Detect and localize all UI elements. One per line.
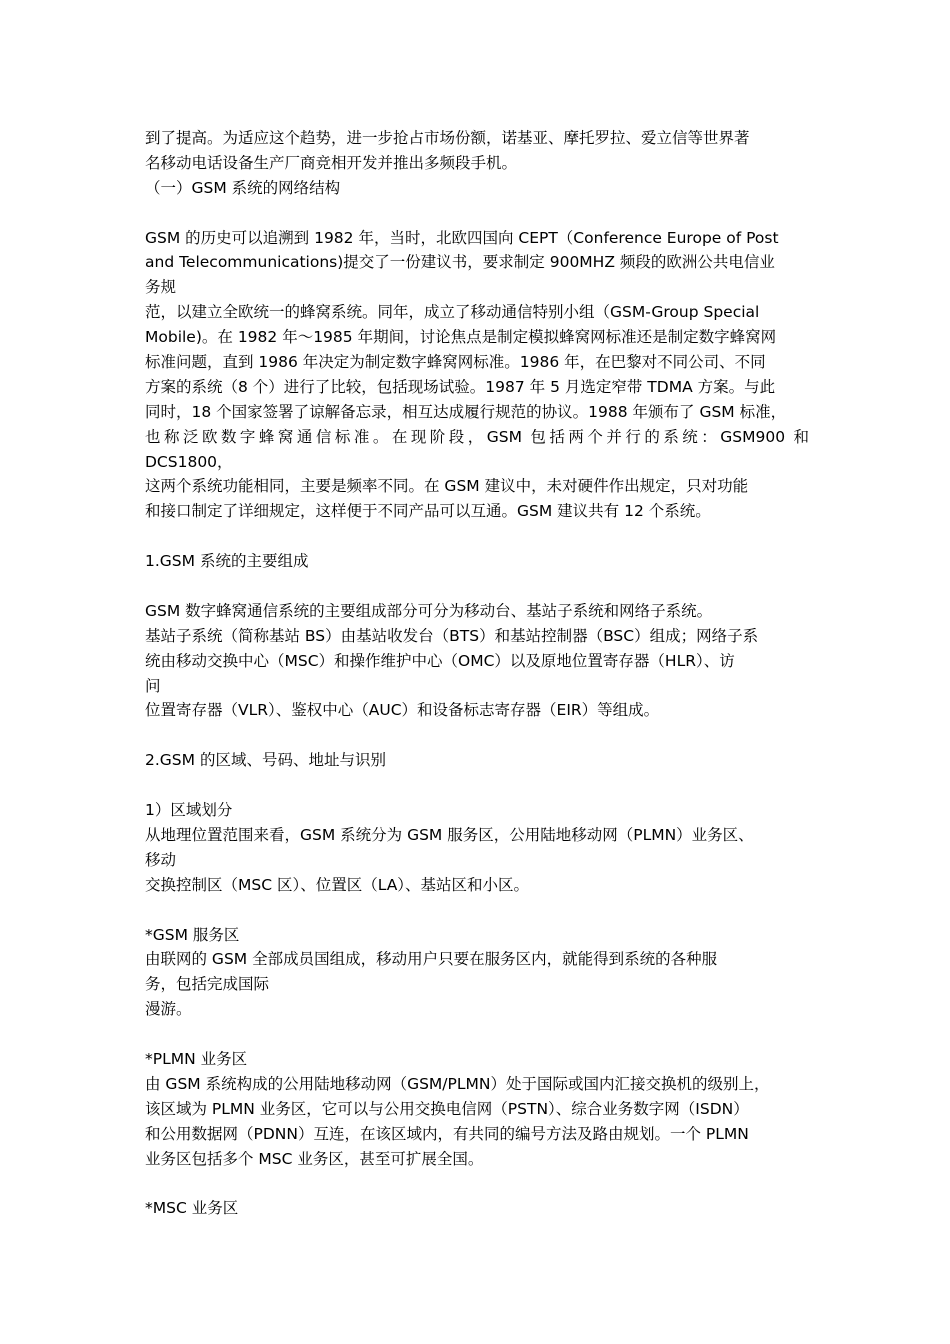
text-line: 范，以建立全欧统一的蜂窝系统。同年，成立了移动通信特别小组（GSM-Group Special (145, 303, 760, 322)
text-line: 漫游。 (145, 1000, 192, 1019)
text-line: GSM 数字蜂窝通信系统的主要组成部分可分为移动台、基站子系统和网络子系统。 (145, 601, 713, 620)
text-line: 从地理位置范围来看，GSM 系统分为 GSM 服务区，公用陆地移动网（PLMN）业务区、 (145, 825, 754, 844)
blank-line (145, 574, 809, 599)
blank-line (145, 1171, 809, 1196)
subsection-heading: *PLMN 业务区 (145, 1049, 248, 1068)
text-line: 问 (145, 676, 161, 695)
text-line: 该区域为 PLMN 业务区，它可以与公用交换电信网（PSTN）、综合业务数字网（ISDN） (145, 1099, 749, 1118)
text-line: 方案的系统（8 个）进行了比较，包括现场试验。1987 年 5 月选定窄带 TDMA 方案。与此 (145, 377, 776, 396)
section-heading: 1.GSM 系统的主要组成 (145, 552, 309, 571)
text-line: 标准问题，直到 1986 年决定为制定数字蜂窝网标准。1986 年，在巴黎对不同公司、不同 (145, 353, 766, 372)
section-heading: 2.GSM 的区域、号码、地址与识别 (145, 751, 386, 770)
subsection-heading: 1）区域划分 (145, 801, 233, 820)
document-body (145, 126, 809, 1221)
text-line: Mobile)。在 1982 年～1985 年期间，讨论焦点是制定模拟蜂窝网标准还是制定数字蜂窝网 (145, 328, 777, 347)
text-line: 务，包括完成国际 (145, 975, 270, 994)
blank-line (145, 773, 809, 798)
text-line: GSM 的历史可以追溯到 1982 年，当时，北欧四国向 CEPT（Conference Europe of Post (145, 228, 779, 247)
text-line: 务规 (145, 278, 177, 297)
text-line: 同时，18 个国家签署了谅解备忘录，相互达成履行规范的协议。1988 年颁布了 GSM 标准， (145, 402, 787, 421)
blank-line (145, 723, 809, 748)
text-line: 和接口制定了详细规定，这样便于不同产品可以互通。GSM 建议共有 12 个系统。 (145, 502, 711, 521)
blank-line (145, 898, 809, 923)
text-line: 基站子系统（简称基站 BS）由基站收发台（BTS）和基站控制器（BSC）组成；网络子系 (145, 626, 759, 645)
text-line: 位置寄存器（VLR）、鉴权中心（AUC）和设备标志寄存器（EIR）等组成。 (145, 701, 660, 720)
text-line: 这两个系统功能相同，主要是频率不同。在 GSM 建议中，未对硬件作出规定，只对功能 (145, 477, 749, 496)
blank-line (145, 1022, 809, 1047)
blank-line (145, 201, 809, 226)
text-line: and Telecommunications)提交了一份建议书，要求制定 900MHZ 频段的欧洲公共电信业 (145, 253, 775, 272)
text-line: 也称泛欧数字蜂窝通信标准。在现阶段，GSM 包括两个并行的系统：GSM900 和 (145, 427, 809, 446)
text-line: 移动 (145, 850, 177, 869)
text-line: 业务区包括多个 MSC 业务区，甚至可扩展全国。 (145, 1149, 484, 1168)
text-line: 和公用数据网（PDNN）互连，在该区域内，有共同的编号方法及路由规划。一个 PLMN (145, 1124, 749, 1143)
subsection-heading: *GSM 服务区 (145, 925, 240, 944)
subsection-heading: *MSC 业务区 (145, 1199, 239, 1218)
text-line: 到了提高。为适应这个趋势，进一步抢占市场份额，诺基亚、摩托罗拉、爱立信等世界著 (145, 129, 750, 147)
text-line: 由 GSM 系统构成的公用陆地移动网（GSM/PLMN）处于国际或国内汇接交换机的级别上， (145, 1074, 770, 1093)
text-line: 统由移动交换中心（MSC）和操作维护中心（OMC）以及原地位置寄存器（HLR）、访 (145, 651, 735, 670)
blank-line (145, 524, 809, 549)
text-line: 名移动电话设备生产厂商竞相开发并推出多频段手机。 (145, 153, 518, 172)
text-line: DCS1800， (145, 452, 233, 471)
text-line: 交换控制区（MSC 区）、位置区（LA）、基站区和小区。 (145, 875, 530, 894)
section-heading: （一）GSM 系统的网络结构 (145, 178, 341, 197)
text-line: 由联网的 GSM 全部成员国组成，移动用户只要在服务区内，就能得到系统的各种服 (145, 950, 718, 969)
